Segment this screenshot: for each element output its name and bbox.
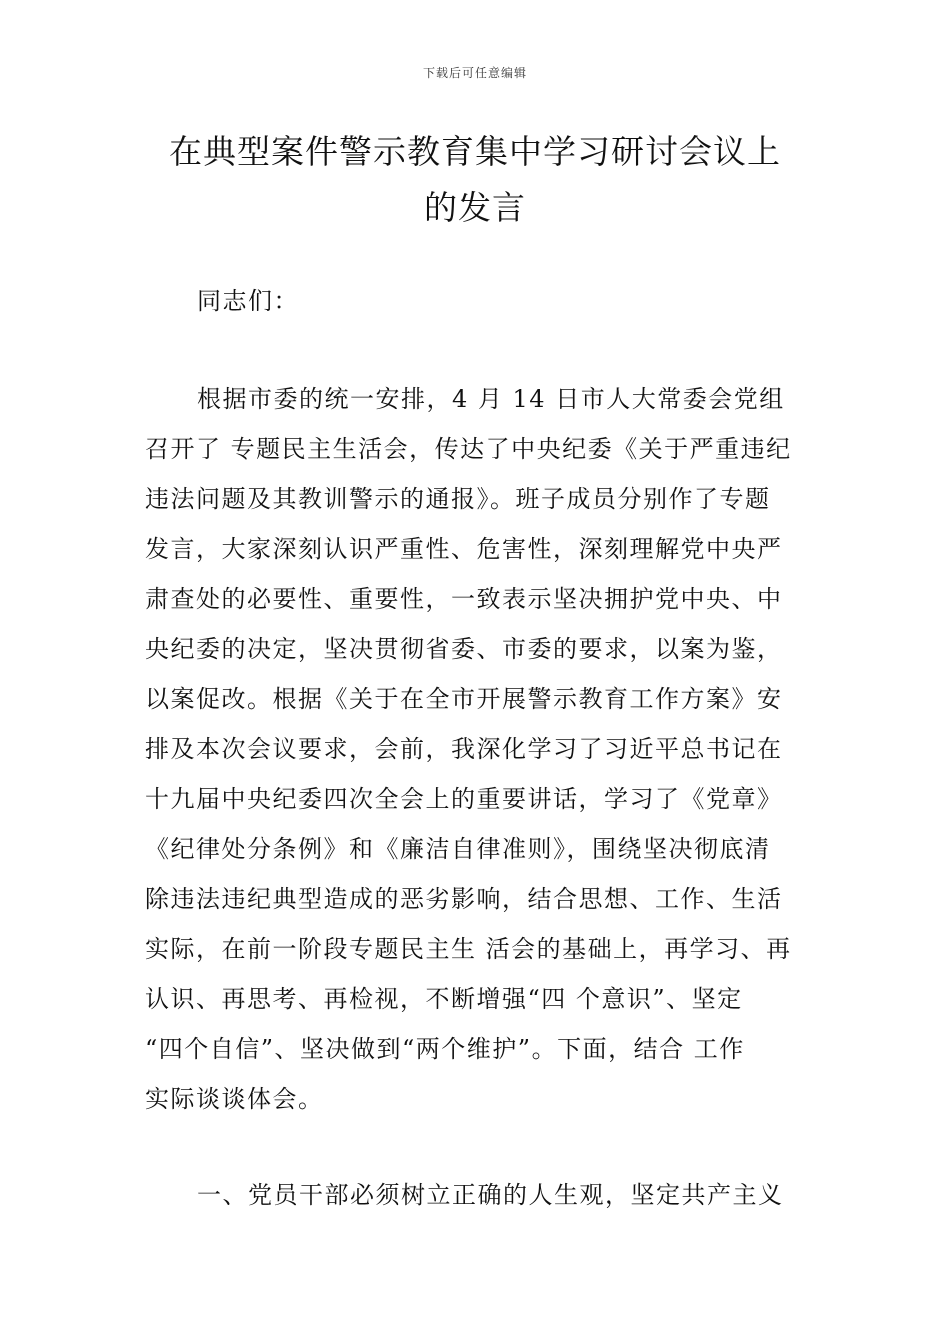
paragraph-2 — [145, 1170, 807, 1220]
paragraph-1-line: 以案促改。根据《关于在全市开展警示教育工作方案》安 — [145, 685, 783, 713]
paragraph-1-line: 违法问题及其教训警示的通报》。班子成员分别作了专题 — [145, 485, 771, 513]
paragraph-1-line: 实际，在前一阶段专题民主生 活会的基础上，再学习、再 — [145, 935, 792, 963]
paragraph-1-line: 排及本次会议要求，会前，我深化学习了习近平总书记在 — [145, 735, 783, 763]
paragraph-1-line: 肃查处的必要性、重要性，一致表示坚决拥护党中央、中 — [145, 585, 783, 613]
paragraph-1-line: 央纪委的决定，坚决贯彻省委、市委的要求，以案为鉴， — [145, 635, 783, 663]
section-heading-1: 一、党员干部必须树立正确的人生观，坚定共产主义 — [197, 1181, 784, 1209]
title-line-1: 在典型案件警示教育集中学习研讨会议上 — [169, 132, 781, 171]
paragraph-1-line: 根据市委的统一安排，4 月 14 日市人大常委会党组 — [197, 385, 785, 413]
download-note: 下载后可任意编辑 — [422, 66, 527, 80]
title-line-2: 的发言 — [424, 188, 526, 227]
paragraph-1-line: 实际谈谈体会。 — [145, 1085, 324, 1113]
document-title — [150, 124, 800, 236]
paragraph-1-line: 除违法违纪典型造成的恶劣影响，结合思想、工作、生活 — [145, 885, 783, 913]
paragraph-1-line: 认识、再思考、再检视，不断增强“四 个意识”、坚定 — [145, 985, 743, 1013]
paragraph-1-line: 十九届中央纪委四次全会上的重要讲话，学习了《党章》 — [145, 785, 783, 813]
paragraph-1-line: 《纪律处分条例》和《廉洁自律准则》，围绕坚决彻底清 — [145, 835, 771, 863]
salutation: 同志们： — [197, 287, 299, 315]
paragraph-1-line: “四个自信”、坚决做到“两个维护”。下面，结合 工作 — [145, 1035, 745, 1063]
paragraph-1 — [145, 374, 807, 1124]
paragraph-1-line: 发言，大家深刻认识严重性、危害性，深刻理解党中央严 — [145, 535, 783, 563]
paragraph-1-line: 召开了 专题民主生活会，传达了中央纪委《关于严重违纪 — [145, 435, 792, 463]
